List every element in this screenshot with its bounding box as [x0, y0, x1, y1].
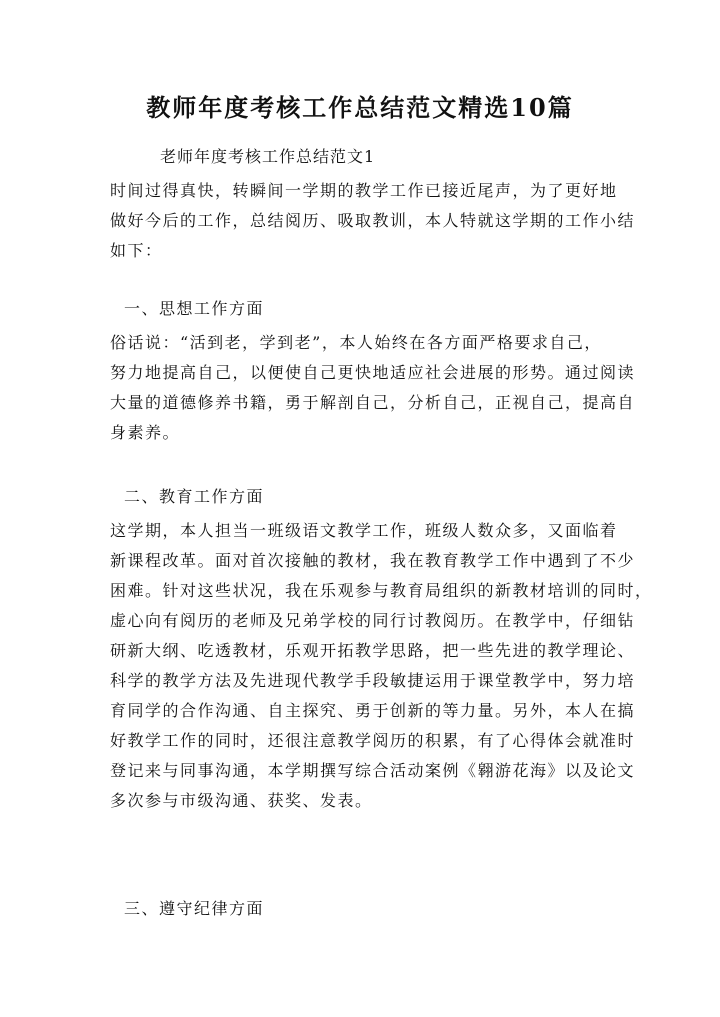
paragraph-line: 好教学工作的同时，还很注意教学阅历的积累，有了心得体会就准时 — [110, 731, 636, 750]
paragraph-line: 时间过得真快，转瞬间一学期的教学工作已接近尾声，为了更好地 — [110, 181, 618, 200]
section1-paragraph — [110, 328, 636, 448]
document-subtitle: 老师年度考核工作总结范文1 — [160, 147, 376, 166]
section-heading-education: 二、教育工作方面 — [124, 487, 265, 506]
section2-paragraph — [110, 516, 653, 816]
intro-paragraph — [110, 176, 636, 266]
paragraph-line: 登记来与同事沟通，本学期撰写综合活动案例《翱游花海》以及论文 — [110, 761, 636, 780]
paragraph-line: 做好今后的工作，总结阅历、吸取教训，本人特就这学期的工作小结 — [110, 211, 636, 230]
section-heading-thought: 一、思想工作方面 — [124, 299, 265, 318]
paragraph-line: 研新大纲、吃透教材，乐观开拓教学思路，把一些先进的教学理论、 — [110, 641, 636, 660]
section-heading-discipline: 三、遵守纪律方面 — [124, 899, 265, 918]
paragraph-line: 虚心向有阅历的老师及兄弟学校的同行讨教阅历。在教学中，仔细钻 — [110, 611, 636, 630]
paragraph-line: 这学期，本人担当一班级语文教学工作，班级人数众多，又面临着 — [110, 521, 618, 540]
paragraph-line: 大量的道德修养书籍，勇于解剖自己，分析自己，正视自己，提高自 — [110, 393, 636, 412]
paragraph-line: 身素养。 — [110, 423, 181, 442]
paragraph-line: 育同学的合作沟通、自主探究、勇于创新的等力量。另外，本人在搞 — [110, 701, 636, 720]
paragraph-line: 新课程改革。面对首次接触的教材，我在教育教学工作中遇到了不少 — [110, 551, 636, 570]
paragraph-line: 科学的教学方法及先进现代教学手段敏捷运用于课堂教学中，努力培 — [110, 671, 636, 690]
document-title: 教师年度考核工作总结范文精选10篇 — [146, 93, 574, 122]
paragraph-line: 多次参与市级沟通、获奖、发表。 — [110, 791, 373, 810]
paragraph-line: 努力地提高自己，以便使自己更快地适应社会进展的形势。通过阅读 — [110, 363, 636, 382]
paragraph-line: 俗话说：“活到老，学到老”，本人始终在各方面严格要求自己， — [110, 333, 602, 352]
paragraph-line: 如下： — [110, 241, 163, 260]
paragraph-line: 困难。针对这些状况，我在乐观参与教育局组织的新教材培训的同时， — [110, 581, 653, 600]
